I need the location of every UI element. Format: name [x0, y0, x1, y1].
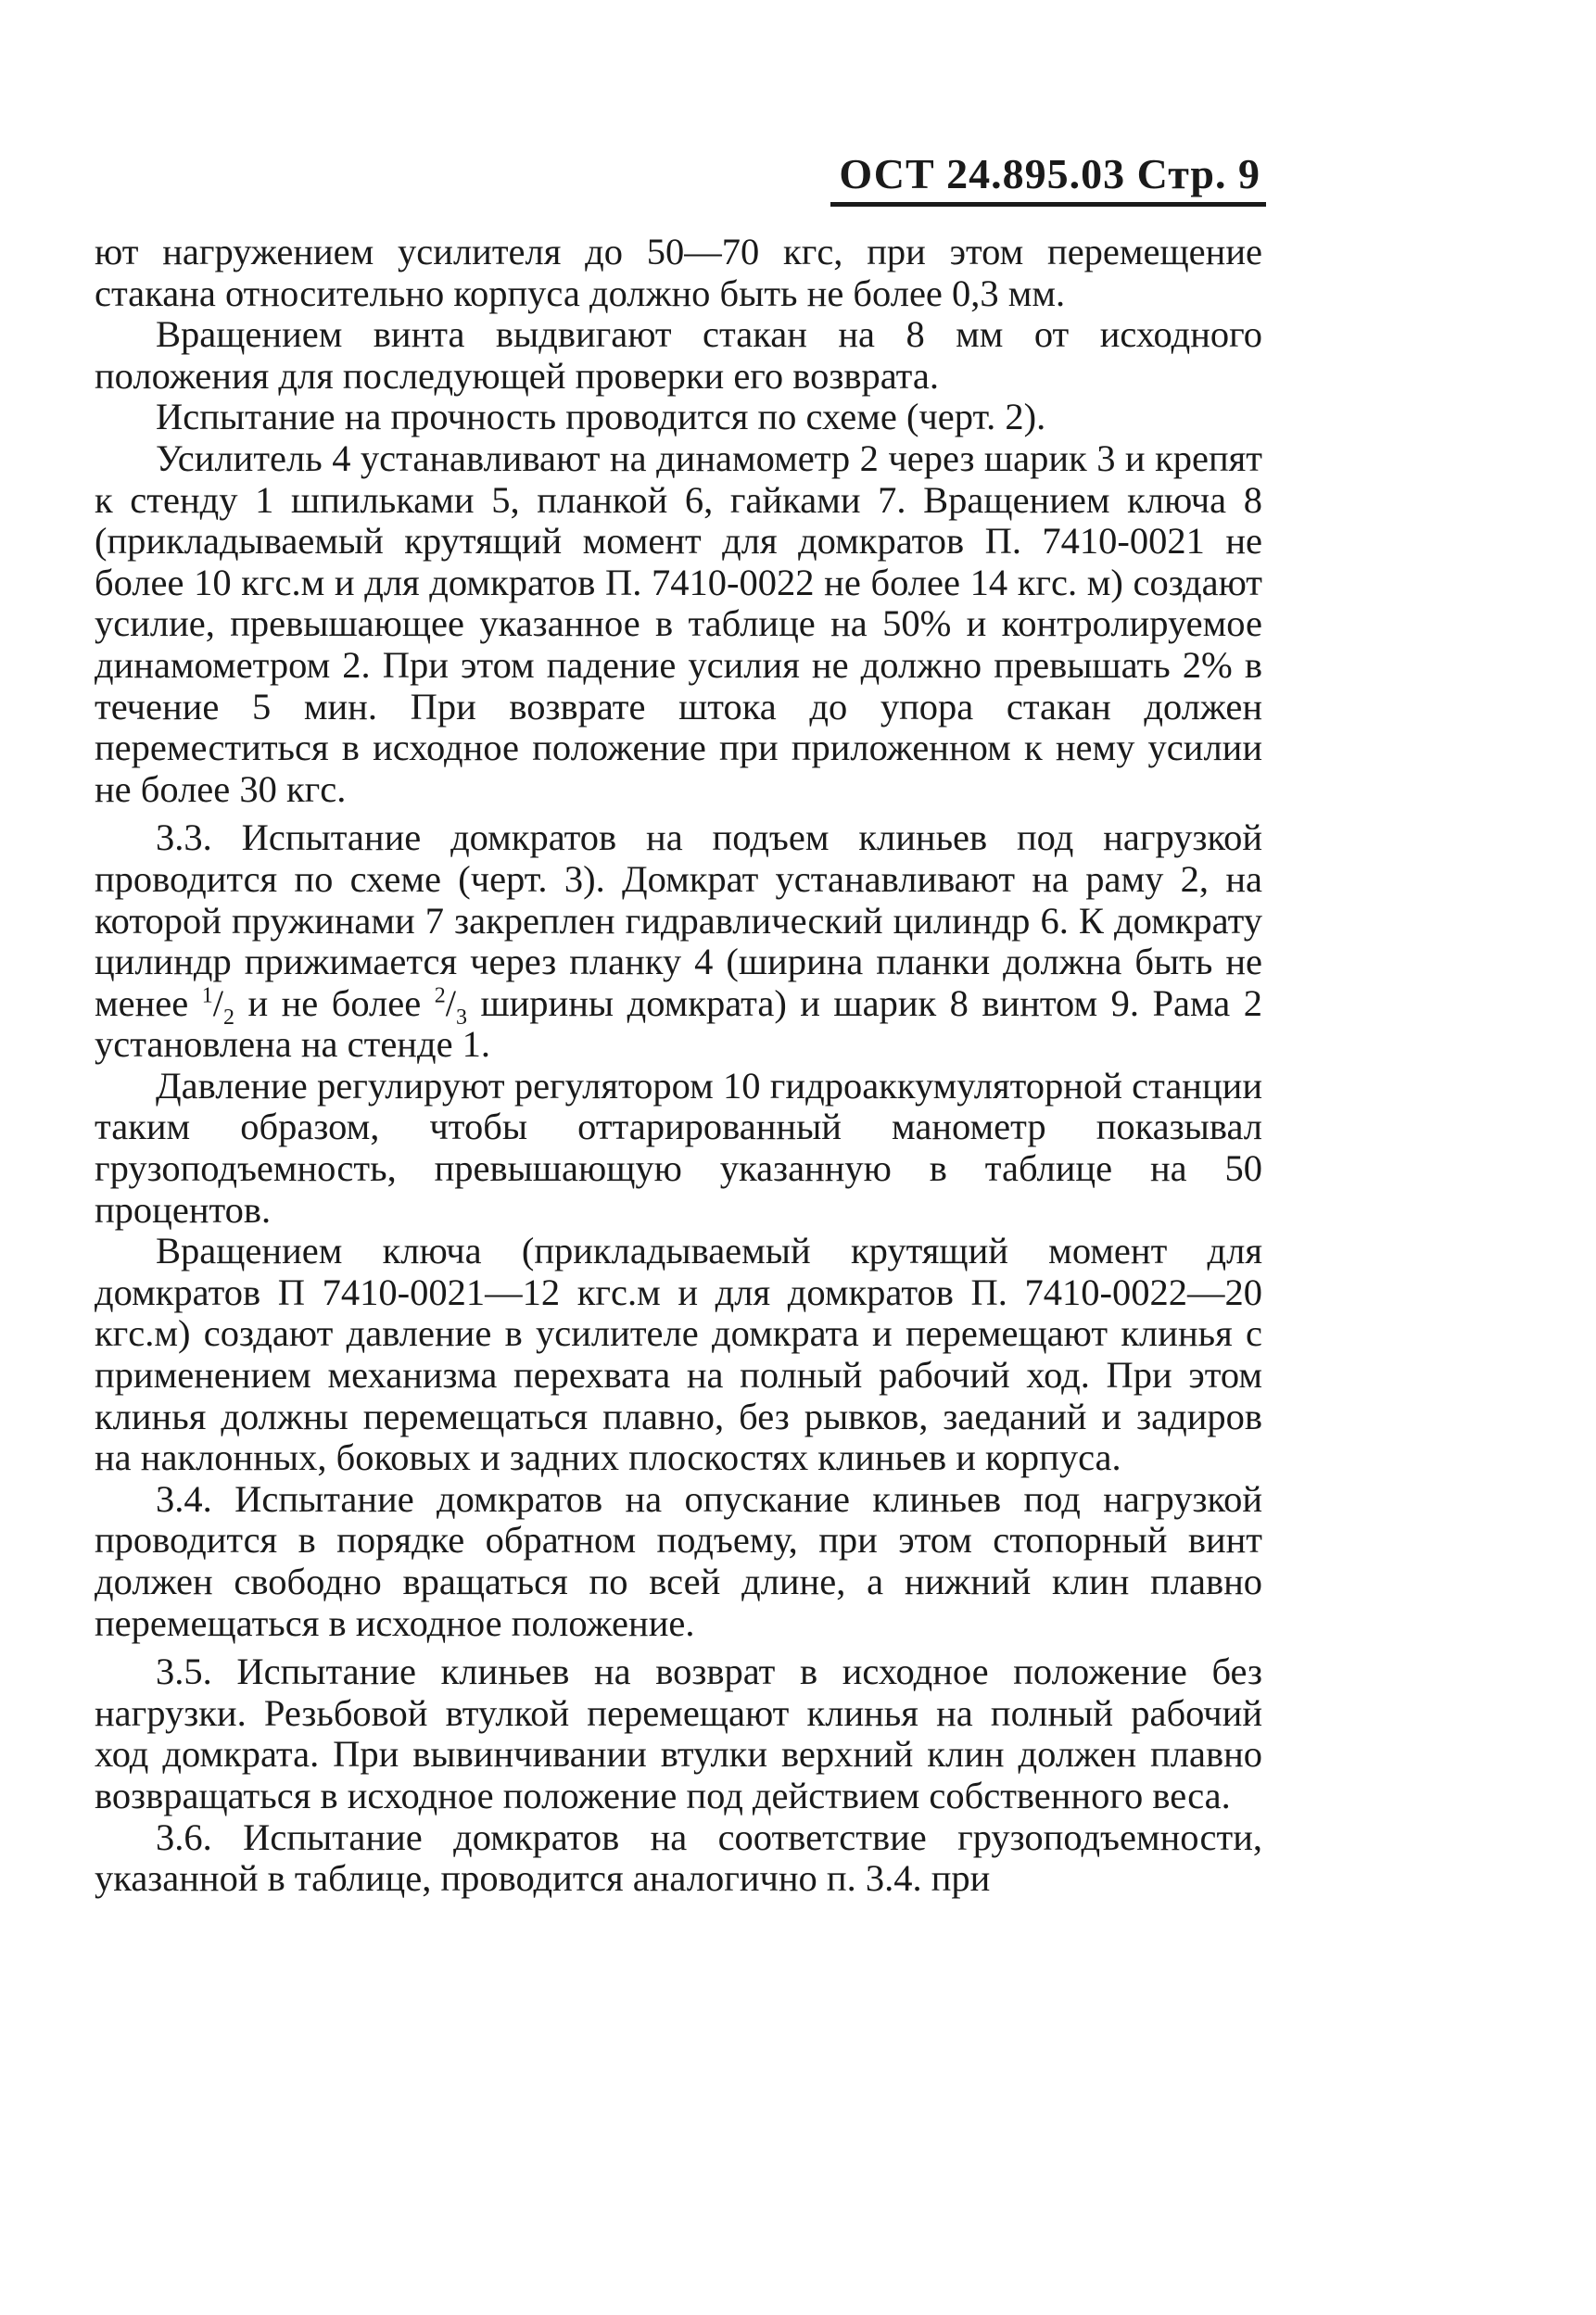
section-3-3-text: и не более [234, 981, 435, 1024]
paragraph: Вращением винта выдвигают стакан на 8 мм от исходного положения для последующей проверки его возврата. [95, 313, 1262, 397]
fraction-denominator: 2 [222, 1005, 234, 1030]
paragraph: Вращением ключа (прикладываемый крутящий момент для домкратов П 7410-0021—12 кгс.м и для домкратов П. 7410-0022—20 кгс.м) создают давление в усилителе домкрата и перемещают клинья с применением механизма перехвата на полный рабочий ход. При этом клинья должны перемещаться плавно, без рывков, заеданий и задиров на наклонных, боковых и задних плоскостях клиньев и корпуса. [95, 1230, 1262, 1479]
section-3-4: 3.4. Испытание домкратов на опускание клиньев под нагрузкой проводится в порядке обратном подъему, при этом стопорный винт должен свободно вращаться по всей длине, а нижний клин плавно перемещаться в исходное положение. [95, 1477, 1262, 1644]
paragraph: Усилитель 4 устанавливают на динамометр 2 через шарик 3 и крепят к стенду 1 шпильками 5, планкой 6, гайками 7. Вращением ключа 8 (прикладываемый крутящий момент для домкратов П. 7410-0021 не более 10 кгс.м и для домкратов П. 7410-0022 не более 14 кгс. м) создают усилие, превышающее указанное в таблице на 50% и контролируемое динамометром 2. При этом падение усилия не должно превышать 2% в течение 5 мин. При возврате штока до упора стакан должен переместиться в исходное положение при приложенном к нему усилии не более 30 кгс. [95, 436, 1262, 810]
fraction-denominator: 3 [455, 1005, 467, 1030]
paragraph: ют нагружением усилителя до 50—70 кгс, при этом перемещение стакана относительно корпуса должно быть не более 0,3 мм. [95, 231, 1262, 314]
page-header: ОСТ 24.895.03 Стр. 9 [839, 150, 1260, 197]
section-3-3-text: 3.3. Испытание домкратов на подъем клиньев под нагрузкой проводится по схеме (черт. 3). Домкрат устанавливают на раму 2, на которой пружинами 7 закреплен гидравлический цилиндр 6. К домкрату цилиндр прижимается через планку 4 (ширина планки должна быть не менее [95, 816, 1262, 1024]
section-3-3-text: ширины домкрата) и шарик 8 винтом 9. Рама 2 установлена на стенде 1. [95, 981, 1263, 1066]
paragraph: Давление регулируют регулятором 10 гидроаккумуляторной станции таким образом, чтобы оттарированный манометр показывал грузоподъемность, превышающую указанную в таблице на 50 процентов. [95, 1064, 1262, 1231]
fraction-numerator: 1 [201, 983, 213, 1008]
fraction-numerator: 2 [434, 983, 446, 1008]
section-3-5: 3.5. Испытание клиньев на возврат в исходное положение без нагрузки. Резьбовой втулкой перемещают клинья на полный рабочий ход домкрата. При вывинчивании втулки верхний клин должен плавно возвращаться в исходное положение под действием собственного веса. [95, 1651, 1262, 1816]
body-text [95, 232, 1262, 1900]
section-3-3: 3.3. Испытание домкратов на подъем клиньев под нагрузкой проводится по схеме (черт. 3). Домкрат устанавливают на раму 2, на которой пружинами 7 закреплен гидравлический цилиндр 6. К домкрату цилиндр прижимается через планку 4 (ширина планки должна быть не менее $^1/_2$ и не более $^2/_3$ ширины домкрата) и шарик 8 винтом 9. Рама 2 установлена на стенде 1. [95, 816, 1263, 1066]
section-3-6: 3.6. Испытание домкратов на соответствие грузоподъемности, указанной в таблице, проводится аналогично п. 3.4. при [95, 1815, 1262, 1900]
header-underline [830, 202, 1266, 207]
paragraph: Испытание на прочность проводится по схеме (черт. 2). [156, 396, 1046, 438]
